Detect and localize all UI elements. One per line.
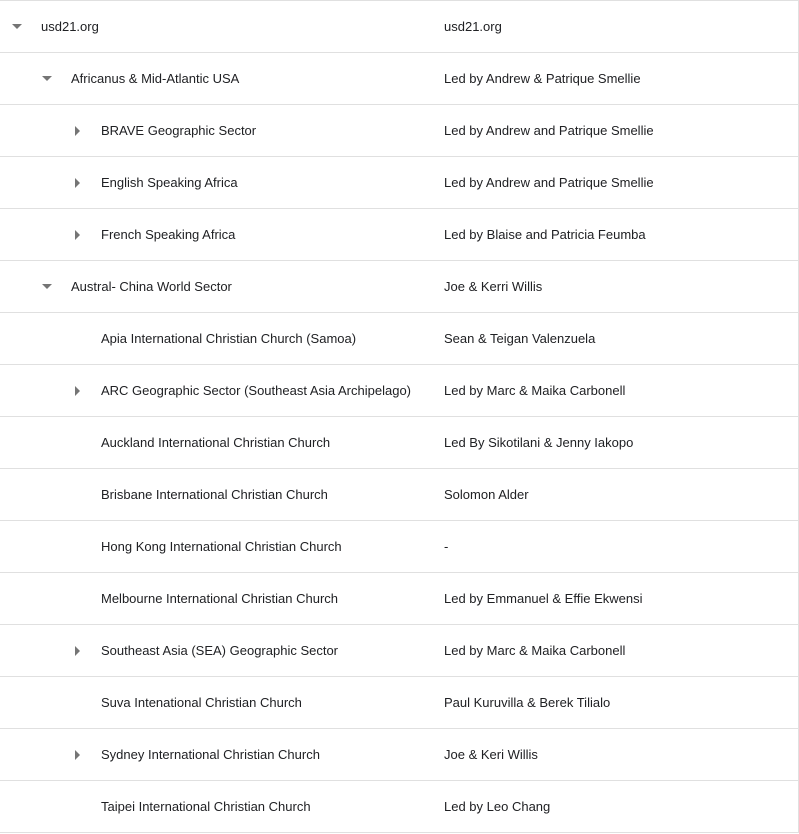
row-description: Joe & Keri Willis	[444, 747, 538, 762]
tree-row[interactable]	[0, 105, 798, 157]
row-name: Hong Kong International Christian Church	[101, 539, 342, 554]
row-name: ARC Geographic Sector (Southeast Asia Archipelago)	[101, 383, 412, 398]
expand-arrow-icon[interactable]	[67, 625, 87, 676]
row-name: BRAVE Geographic Sector	[101, 123, 257, 138]
row-name: Suva Intenational Christian Church	[101, 695, 302, 710]
expand-arrow-icon[interactable]	[67, 157, 87, 208]
tree-row[interactable]	[0, 365, 798, 417]
row-description: usd21.org	[444, 19, 502, 34]
expand-arrow-icon[interactable]	[67, 105, 87, 156]
row-description: -	[444, 539, 449, 554]
tree-row[interactable]	[0, 417, 798, 469]
tree-row[interactable]	[0, 157, 798, 209]
collapse-arrow-icon[interactable]	[37, 261, 57, 312]
expand-arrow-icon[interactable]	[67, 209, 87, 260]
row-description: Paul Kuruvilla & Berek Tilialo	[444, 695, 611, 710]
collapse-arrow-icon[interactable]	[7, 1, 27, 52]
tree-row[interactable]	[0, 521, 798, 573]
row-description: Led by Andrew and Patrique Smellie	[444, 123, 654, 138]
row-description: Sean & Teigan Valenzuela	[444, 331, 596, 346]
expand-arrow-icon[interactable]	[67, 729, 87, 780]
row-name: Taipei International Christian Church	[101, 799, 311, 814]
row-name: Africanus & Mid-Atlantic USA	[71, 71, 240, 86]
tree-row[interactable]	[0, 677, 798, 729]
collapse-arrow-icon[interactable]	[37, 53, 57, 104]
tree-row[interactable]	[0, 53, 798, 105]
expand-arrow-icon[interactable]	[67, 365, 87, 416]
tree-row[interactable]	[0, 729, 798, 781]
tree-row[interactable]	[0, 313, 798, 365]
tree-row[interactable]	[0, 209, 798, 261]
row-name: Austral- China World Sector	[71, 279, 232, 294]
row-description: Led by Marc & Maika Carbonell	[444, 643, 626, 658]
row-name: Apia International Christian Church (Samoa)	[101, 331, 357, 346]
row-name: Brisbane International Christian Church	[101, 487, 328, 502]
row-description: Led By Sikotilani & Jenny Iakopo	[444, 435, 634, 450]
row-name: French Speaking Africa	[101, 227, 236, 242]
row-name: Auckland International Christian Church	[101, 435, 331, 450]
row-description: Solomon Alder	[444, 487, 529, 502]
row-name: English Speaking Africa	[101, 175, 238, 190]
row-description: Led by Blaise and Patricia Feumba	[444, 227, 646, 242]
tree-row[interactable]	[0, 261, 798, 313]
row-description: Led by Andrew & Patrique Smellie	[444, 71, 641, 86]
row-name: Melbourne International Christian Church	[101, 591, 339, 606]
row-description: Led by Marc & Maika Carbonell	[444, 383, 626, 398]
row-description: Joe & Kerri Willis	[444, 279, 543, 294]
row-name: Sydney International Christian Church	[101, 747, 320, 762]
row-name: usd21.org	[41, 19, 99, 34]
row-description: Led by Emmanuel & Effie Ekwensi	[444, 591, 643, 606]
tree-row[interactable]	[0, 1, 798, 53]
tree-row[interactable]	[0, 781, 798, 833]
row-name: Southeast Asia (SEA) Geographic Sector	[101, 643, 339, 658]
row-description: Led by Andrew and Patrique Smellie	[444, 175, 654, 190]
tree-row[interactable]	[0, 625, 798, 677]
row-description: Led by Leo Chang	[444, 799, 551, 814]
tree-row[interactable]	[0, 573, 798, 625]
tree-row[interactable]	[0, 469, 798, 521]
